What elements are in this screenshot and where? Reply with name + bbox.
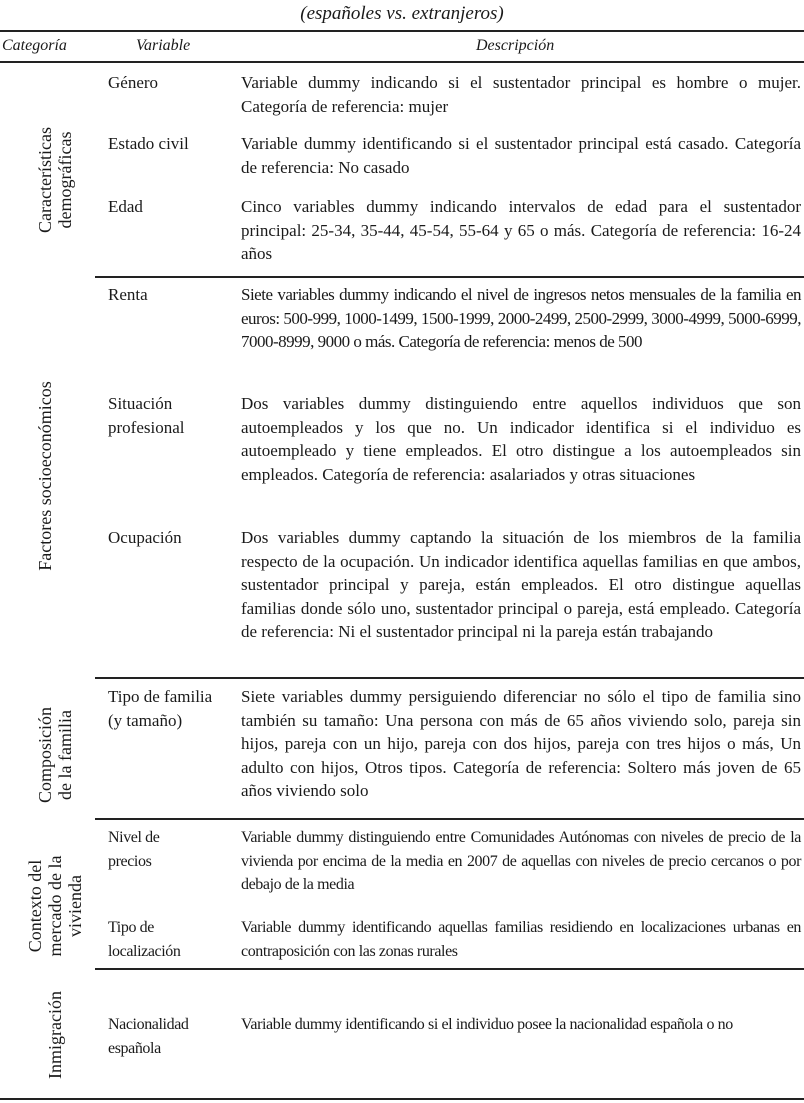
group-divider (95, 968, 804, 970)
category-line: Características (35, 127, 55, 233)
category-line: Factores socioeconómicos (35, 381, 55, 571)
category-line: vivienda (65, 875, 85, 937)
category-label (45, 980, 65, 1090)
variable-name: Estado civil (108, 134, 189, 153)
variable-name (108, 1013, 240, 1060)
variable-description: Variable dummy identificando si el sustentador principal está casado. Categoría de referencia: No casado (241, 134, 801, 177)
variable-description: Cinco variables dummy indicando intervalos de edad para el sustentador principal: 25-34, 35-44, 45-54, 55-64 y 65 o más. Categoría de referencia: 16-24 años (241, 197, 801, 263)
variable-description: Dos variables dummy captando la situación de los miembros de la familia respecto de la ocupación. Un indicador identifica aquellas familias en que ambos, sustentador principal y pareja, están empleados. El otro distingue aquellas familias donde sólo uno, sustentador principal o pareja, está empleado. Categoría de referencia: Ni el sustentador principal ni la pareja están trabajando (241, 528, 801, 641)
variable-name (108, 685, 240, 732)
category-label (35, 695, 75, 815)
variable-description: Variable dummy distinguiendo entre Comunidades Autónomas con niveles de precio de la vivienda por encima de la media en 2007 de aquellas con niveles de precio cercanos o por debajo de la media (241, 829, 801, 893)
variable-line: precios (108, 852, 152, 870)
variable-name (108, 916, 240, 963)
group-divider (95, 276, 804, 278)
group-divider (95, 677, 804, 679)
variable-description: Variable dummy indicando si el sustentador principal es hombre o mujer. Categoría de referencia: mujer (241, 73, 801, 116)
variable-description: Variable dummy identificando si el individuo posee la nacionalidad española o no (241, 1016, 733, 1033)
category-label (35, 100, 75, 260)
variable-line: Nivel de (108, 829, 160, 846)
variable-description: Variable dummy identificando aquellas familias residiendo en localizaciones urbanas en contraposición con las zonas rurales (241, 919, 801, 960)
table-caption: (españoles vs. extranjeros) (300, 3, 504, 24)
variable-line: Situación (108, 394, 173, 413)
variable-line: Nacionalidad (108, 1016, 189, 1033)
variable-name (108, 826, 240, 873)
variable-line: española (108, 1039, 161, 1057)
variable-line: Tipo de (108, 919, 154, 936)
category-line: demográficas (55, 131, 75, 229)
variable-name (108, 392, 240, 439)
variable-line: (y tamaño) (108, 710, 183, 730)
header-rule (0, 61, 804, 63)
variable-line: localización (108, 942, 181, 960)
category-label (25, 841, 85, 971)
variable-name: Ocupación (108, 528, 182, 547)
bottom-rule (0, 1098, 804, 1100)
variable-name: Edad (108, 197, 143, 216)
group-divider (95, 818, 804, 820)
header-description: Descripción (476, 37, 555, 54)
category-line: Composición (35, 707, 55, 804)
category-label (35, 356, 55, 596)
category-line: Contexto del (25, 859, 45, 953)
variable-description: Siete variables dummy indicando el nivel de ingresos netos mensuales de la familia en euros: 500-999, 1000-1499, 1500-1999, 2000-2499, 2500-2999, 3000-4999, 5000-6999, 7000-8999, 9000 o más. Categoría de referencia: menos de 500 (241, 285, 801, 351)
top-rule (0, 30, 804, 32)
category-line: de la familia (55, 710, 75, 800)
variable-line: profesional (108, 417, 185, 437)
header-variable: Variable (136, 37, 191, 54)
variable-name: Género (108, 73, 159, 92)
header-category: Categoría (2, 37, 67, 54)
variable-name: Renta (108, 285, 148, 304)
variable-description: Siete variables dummy persiguiendo diferenciar no sólo el tipo de familia sino también su tamaño: Una persona con más de 65 años viviendo solo, pareja sin hijos, pareja con un hijo, pareja con dos hijos, pareja con tres hijos o más, Un adulto con hijos, Otros tipos. Categoría de referencia: Soltero más joven de 65 años viviendo solo (241, 687, 801, 800)
category-line: mercado de la (45, 855, 65, 957)
variable-line: Tipo de familia (108, 687, 213, 706)
variable-description: Dos variables dummy distinguiendo entre aquellos individuos que son autoempleados y los que no. Un indicador identifica si el individuo es autoempleado y tiene empleados. El otro distingue a los autoempleados sin empleados. Categoría de referencia: asalariados y otras situaciones (241, 394, 801, 484)
category-line: Inmigración (45, 991, 65, 1079)
